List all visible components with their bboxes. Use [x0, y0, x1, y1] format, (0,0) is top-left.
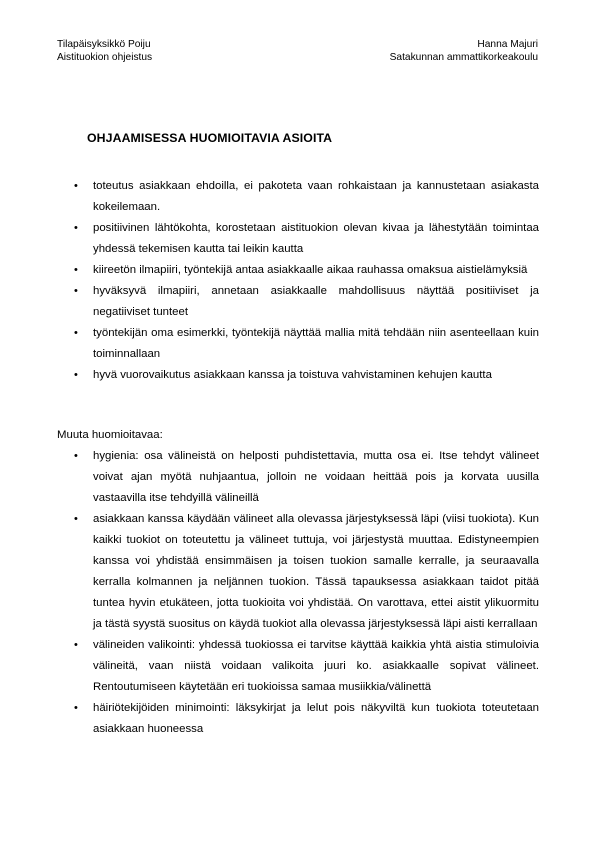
list-item-text: kiireetön ilmapiiri, työntekijä antaa asiakkaalle aikaa rauhassa omaksua aistielämyksiä	[93, 264, 528, 276]
other-considerations-list	[74, 446, 539, 740]
list-item-text: hygienia: osa välineistä on helposti puhdistettavia, mutta osa ei. Itse tehdyt välineet voivat ajan myötä nuhjaantua, jolloin ne voidaan heittää pois ja korvata uusilla vastaavilla itse tehdyillä välineillä	[93, 450, 539, 504]
header-left	[57, 39, 152, 64]
page-title: OHJAAMISESSA HUOMIOITAVIA ASIOITA	[87, 131, 333, 145]
list-item	[74, 323, 539, 365]
guidance-list	[74, 176, 539, 386]
bullet-icon: •	[74, 639, 78, 651]
bullet-icon: •	[74, 450, 78, 462]
list-item	[74, 365, 539, 386]
list-item	[74, 176, 539, 218]
list-item	[74, 698, 539, 740]
bullet-icon: •	[74, 222, 78, 234]
bullet-icon: •	[74, 180, 78, 192]
list-item-text: työntekijän oma esimerkki, työntekijä näyttää mallia mitä tehdään niin asenteellaan kuin toiminnallaan	[93, 327, 539, 360]
bullet-icon: •	[74, 702, 78, 714]
bullet-icon: •	[74, 327, 78, 339]
list-item-text: hyväksyvä ilmapiiri, annetaan asiakkaalle mahdollisuus näyttää positiiviset ja negatiiviset tunteet	[93, 285, 539, 318]
header-organization: Satakunnan ammattikorkeakoulu	[389, 51, 538, 63]
list-item-text: hyvä vuorovaikutus asiakkaan kanssa ja toistuva vahvistaminen kehujen kautta	[93, 369, 492, 381]
list-item-text: positiivinen lähtökohta, korostetaan aistituokion olevan kivaa ja lähestytään toimintaa yhdessä tekemisen kautta tai leikin kautta	[93, 222, 539, 255]
list-item-text: häiriötekijöiden minimointi: läksykirjat ja lelut pois näkyviltä kun tuokiota toteutetaan asiakkaan huoneessa	[93, 702, 539, 735]
list-item-text: asiakkaan kanssa käydään välineet alla olevassa järjestyksessä läpi (viisi tuokiota). Kun kaikki tuokiot on toteutettu ja välineet tuttuja, voi järjestystä muuttaa. Edistyneempien kanssa voi yhdistää ensimmäisen ja toisen tuokion samalle kerralle, ja seuraavalla kerralla kolmannen ja neljännen tuokion. Tässä tapauksessa asiakkaan taidot pitää tuntea hyvin etukäteen, jotta tuokioita voi yhdistää. On varottava, ettei aistit ylikuormitu ja tästä syystä suositus on käydä tuokiot alla olevassa järjestyksessä läpi aisti kerrallaan	[93, 513, 539, 630]
bullet-icon: •	[74, 264, 78, 276]
list-item	[74, 281, 539, 323]
other-considerations-heading: Muuta huomioitavaa:	[57, 429, 163, 441]
list-item-text: välineiden valikointi: yhdessä tuokiossa ei tarvitse käyttää kaikkia yhtä aistia stimuloivia välineitä, vaan niistä voidaan valikoita juuri ko. asiakkaalle sopivat välineet. Rentoutumiseen käytetään eri tuokioissa samaa musiikkia/välinettä	[93, 639, 539, 693]
list-item	[74, 446, 539, 509]
list-item	[74, 260, 539, 281]
bullet-icon: •	[74, 285, 78, 297]
list-item	[74, 509, 539, 635]
list-item	[74, 635, 539, 698]
bullet-icon: •	[74, 513, 78, 525]
list-item	[74, 218, 539, 260]
header-unit-name: Tilapäisyksikkö Poiju	[57, 39, 151, 50]
header-author: Hanna Majuri	[477, 39, 538, 50]
header-right	[390, 39, 538, 64]
bullet-icon: •	[74, 369, 78, 381]
header-document-name: Aistituokion ohjeistus	[57, 51, 153, 63]
list-item-text: toteutus asiakkaan ehdoilla, ei pakoteta vaan rohkaistaan ja kannustetaan asiakasta kokeilemaan.	[93, 180, 539, 213]
